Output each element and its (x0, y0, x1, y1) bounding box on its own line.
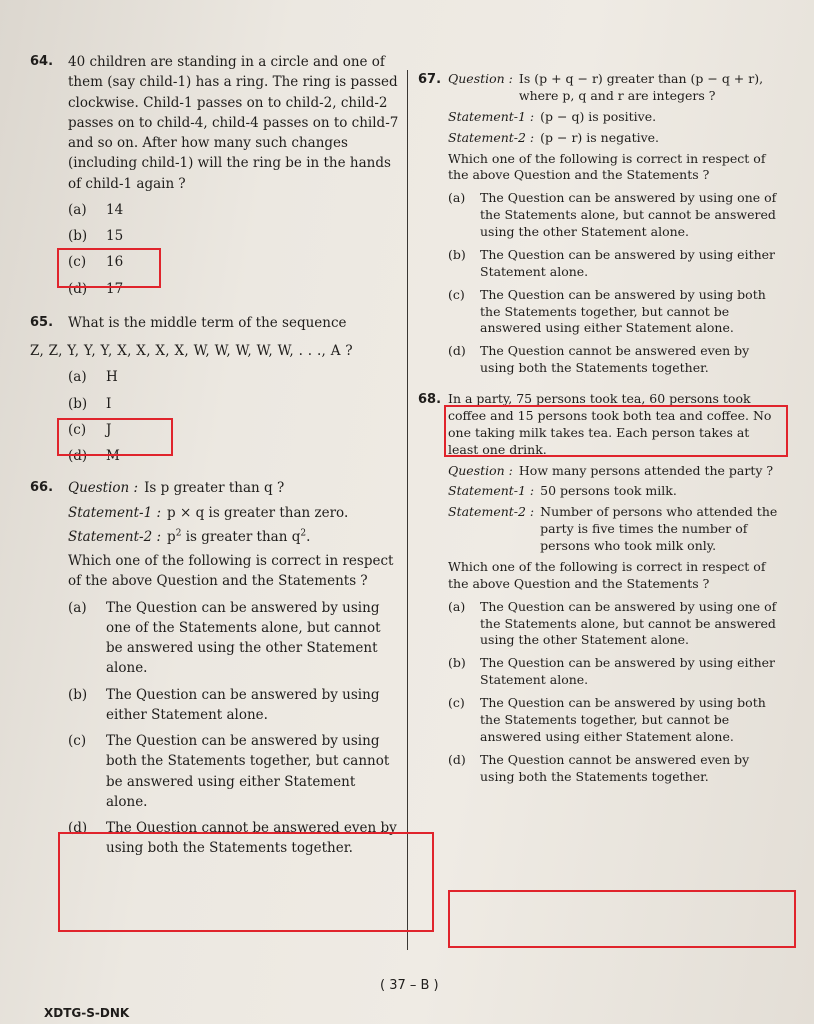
option-text: The Question can be answered by using either Statement alone. (480, 246, 776, 279)
answer-highlight-q64 (57, 248, 161, 288)
question-number: 68. (418, 392, 442, 407)
option-text: The Question can be answered by using either Statement alone. (106, 686, 380, 723)
question-number: 67. (418, 72, 442, 87)
option-label: (d) (448, 343, 466, 359)
option-text: 15 (106, 228, 124, 244)
statement-1 (448, 109, 778, 126)
question-66 (30, 478, 400, 858)
question-number: 64. (30, 54, 54, 69)
question-67 (418, 71, 778, 377)
option-text: 14 (106, 201, 124, 218)
option-text: The Question cannot be answered even by using both the Statements together. (106, 820, 397, 857)
answer-highlight-q65 (57, 418, 173, 456)
question-text: 40 children are standing in a circle and one of them (say child-1) has a ring. The ring is passed clockwise. Child-1 passes on to child-2, child-2 passes on to child-4, child-4 passes on to child-7 and so on. After how many such changes (including child-1) will the ring be in the hands of child-1 again ? (68, 54, 399, 192)
answer-highlight-q67 (444, 405, 788, 457)
question-text: How many persons attended the party ? (518, 462, 774, 478)
option-c (448, 695, 778, 746)
option-label: (c) (68, 421, 87, 438)
option-text: I (106, 395, 112, 412)
question-text: Is (p + q − r) greater than (p − q + r), where p, q and r are integers ? (518, 71, 764, 103)
option-text: The Question can be answered by using either Statement alone. (480, 655, 776, 688)
question-label: Question : (448, 71, 513, 86)
booklet-code: XDTG-S-DNK (44, 1006, 130, 1020)
statement-text: $p^2$ is greater than $q^2$. (167, 528, 311, 545)
left-column (30, 52, 400, 869)
option-text: The Question can be answered by using one of the Statements alone, but cannot be answered using the other Statement alone. (106, 599, 381, 677)
statement-text: (p − q) is positive. (540, 108, 657, 124)
option-d (448, 343, 778, 377)
statement-text: (p − r) is negative. (540, 129, 660, 145)
question-text: What is the middle term of the sequence (68, 314, 347, 331)
question-label: Question : (68, 480, 139, 497)
option-label: (b) (68, 395, 88, 412)
statement-text: 50 persons took milk. (540, 483, 677, 499)
option-c (448, 287, 778, 338)
sequence-text: Z, Z, Y, Y, Y, X, X, X, X, W, W, W, W, W, . . ., A ? (30, 343, 353, 359)
option-a (68, 598, 400, 679)
answer-highlight-q68 (448, 890, 796, 948)
option-text: 17 (106, 280, 124, 297)
option-b (68, 394, 400, 414)
statement-2 (448, 130, 778, 147)
option-label: (a) (68, 369, 87, 386)
option-a (448, 190, 778, 241)
statement-label: Statement-2 : (68, 528, 162, 545)
option-label: (a) (448, 598, 466, 614)
option-text: The Question can be answered by using both the Statements together, but cannot be answered using either Statement alone. (480, 695, 766, 744)
option-d (448, 752, 778, 786)
statement-1 (448, 483, 778, 500)
option-text: The Question can be answered by using both the Statements together, but cannot be answered using either Statement alone. (480, 286, 766, 336)
question-line (68, 478, 400, 498)
statement-label: Statement-1 : (448, 108, 535, 124)
column-divider (407, 70, 408, 950)
option-text: H (106, 369, 118, 386)
option-label: (c) (448, 286, 465, 302)
option-label: (d) (448, 751, 466, 767)
statement-label: Statement-2 : (448, 504, 535, 520)
option-label: (d) (68, 280, 88, 297)
question-line (448, 71, 778, 105)
option-text: The Question can be answered by using one of the Statements alone, but cannot be answered using the other Statement alone. (480, 190, 777, 239)
statement-label: Statement-1 : (68, 504, 162, 521)
option-label: (a) (68, 201, 87, 218)
option-label: (d) (68, 448, 88, 464)
answer-highlight-q66 (58, 832, 434, 932)
question-label: Question : (448, 462, 513, 478)
statement-2 (68, 527, 400, 547)
option-b (68, 685, 400, 726)
option-a (68, 367, 400, 387)
option-b (448, 655, 778, 689)
question-text: In a party, 75 persons took tea, 60 persons took coffee and 15 persons took both tea and coffee. No one taking milk takes tea. Each person takes at least one drink. (448, 391, 772, 457)
question-number: 66. (30, 480, 54, 496)
statement-2 (448, 504, 778, 555)
option-text: The Question cannot be answered even by using both the Statements together. (480, 343, 750, 376)
statement-text: p × q is greater than zero. (167, 504, 349, 521)
option-text: 16 (106, 254, 124, 271)
option-b (448, 247, 778, 281)
option-b (68, 226, 400, 246)
option-label: (b) (448, 655, 466, 671)
statement-text: Number of persons who attended the party is five times the number of persons who took milk only. (540, 504, 778, 553)
option-text: The Question can be answered by using both the Statements together, but cannot be answered using either Statement alone. (106, 733, 390, 810)
statement-1 (68, 503, 400, 523)
option-text: The Question cannot be answered even by using both the Statements together. (480, 751, 750, 784)
prompt-text: Which one of the following is correct in respect of the above Question and the Statements ? (68, 553, 394, 590)
option-label: (b) (448, 246, 466, 262)
option-label: (a) (448, 190, 466, 206)
option-label: (c) (68, 254, 87, 271)
question-number: 65. (30, 314, 54, 330)
question-text: Is p greater than q ? (144, 480, 285, 497)
statement-label: Statement-2 : (448, 129, 535, 145)
option-label: (c) (448, 695, 465, 710)
question-line (448, 463, 778, 480)
option-label: (b) (68, 686, 88, 703)
page-number: ( 37 – B ) (380, 978, 439, 993)
prompt-text: Which one of the following is correct in respect of the above Question and the Statements ? (448, 150, 766, 183)
option-a (448, 599, 778, 650)
option-text: J (106, 421, 112, 438)
option-a (68, 200, 400, 220)
option-label: (b) (68, 228, 88, 244)
option-text: The Question can be answered by using one of the Statements alone, but cannot be answered using the other Statement alone. (480, 598, 777, 648)
option-text: M (106, 448, 120, 464)
option-c (68, 731, 400, 812)
prompt-text: Which one of the following is correct in respect of the above Question and the Statements ? (448, 558, 766, 591)
option-label: (d) (68, 820, 88, 836)
option-label: (a) (68, 599, 87, 616)
statement-label: Statement-1 : (448, 483, 535, 499)
option-label: (c) (68, 733, 87, 749)
